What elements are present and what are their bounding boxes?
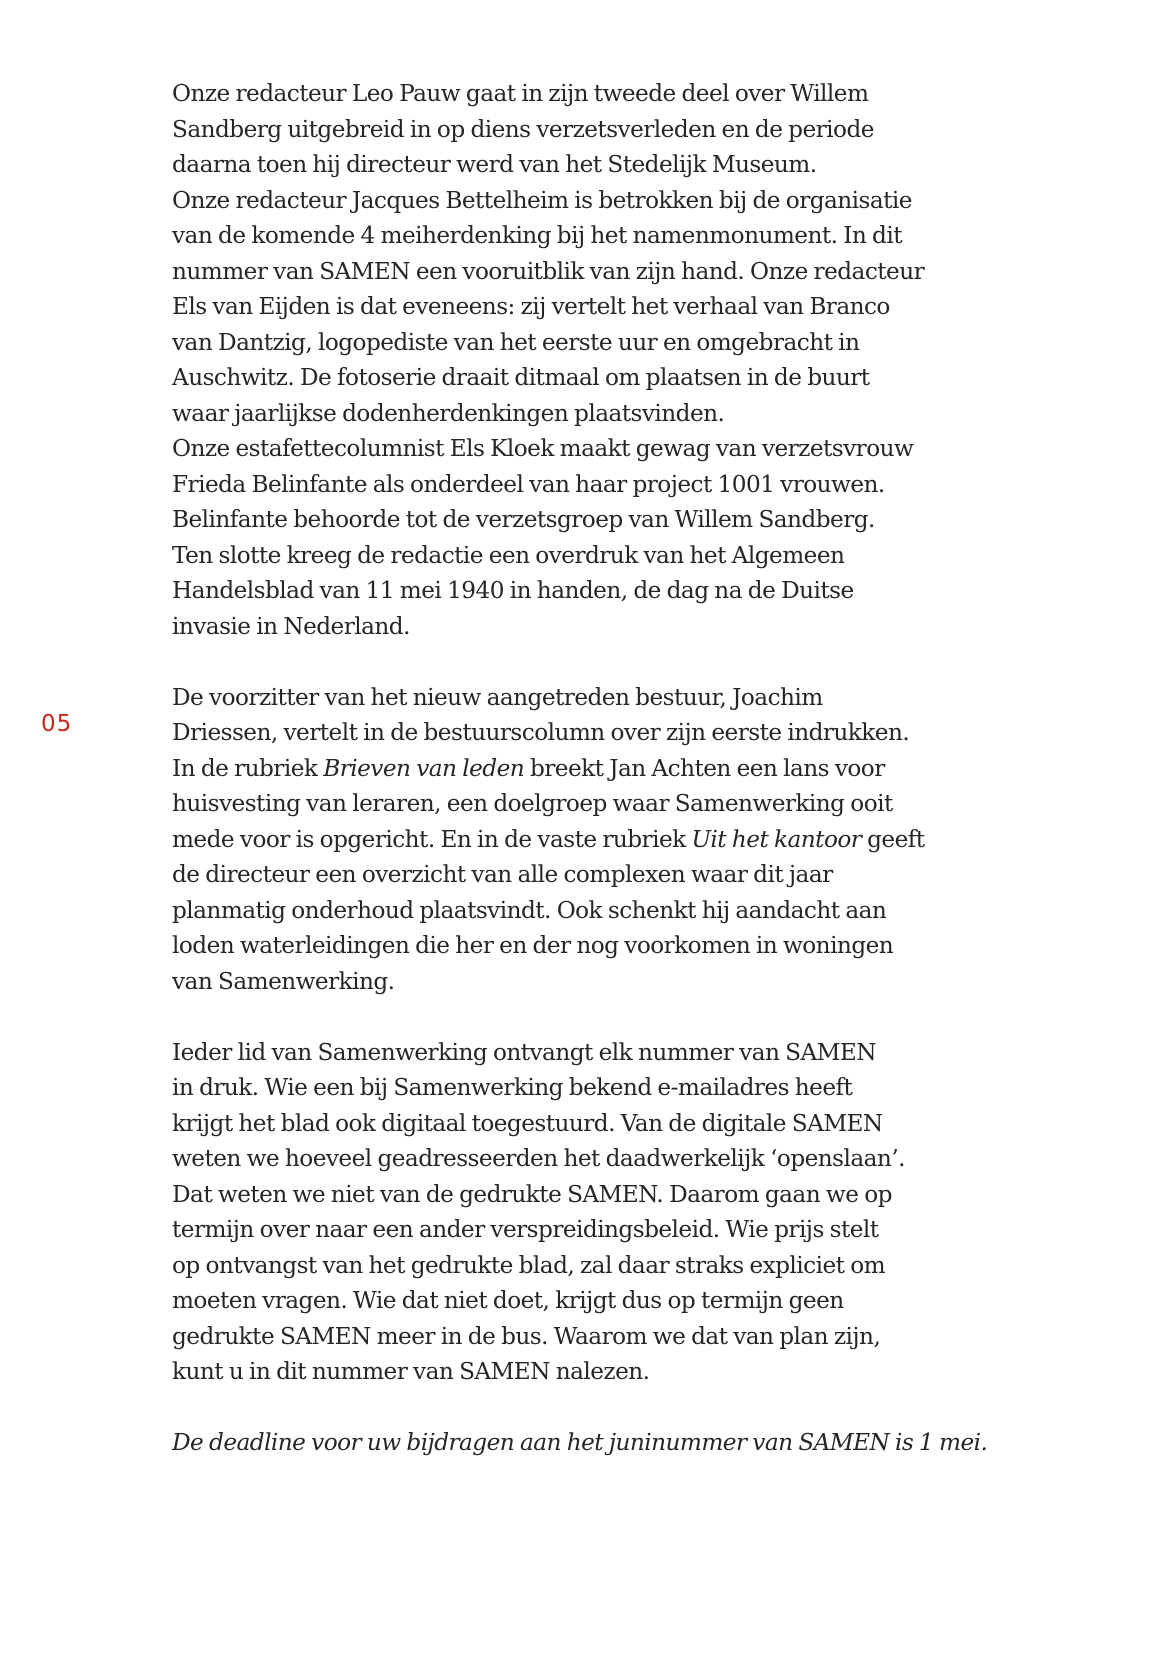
text-line: Handelsblad van 11 mei 1940 in handen, de dag na de Duitse [172,577,854,604]
text-line: Onze estafettecolumnist Els Kloek maakt gewag van verzetsvrouw [172,435,914,462]
text-line: invasie in Nederland. [172,612,410,640]
text-line: moeten vragen. Wie dat niet doet, krijgt dus op termijn geen [172,1287,844,1314]
text-line: Belinfante behoorde tot de verzetsgroep van Willem Sandberg. [172,506,875,533]
rubric-title-uit-het-kantoor: Uit het kantoor [691,825,862,853]
rubric-title-brieven-van-leden: Brieven van leden [323,754,525,782]
text-line: Driessen, vertelt in de bestuurscolumn over zijn eerste indrukken. [172,719,910,746]
text-line: Frieda Belinfante als onderdeel van haar project 1001 vrouwen. [172,470,885,498]
text-line: gedrukte SAMEN meer in de bus. Waarom we dat van plan zijn, [172,1322,881,1350]
text-line: Auschwitz. De fotoserie draait ditmaal om plaatsen in de buurt [172,364,870,391]
text-line: nummer van SAMEN een vooruitblik van zijn hand. Onze redacteur [172,257,925,285]
text-line: de directeur een overzicht van alle complexen waar dit jaar [172,861,833,888]
text-line: Onze redacteur Jacques Bettelheim is betrokken bij de organisatie [172,186,912,214]
paragraph-editorial-overview [172,76,1002,644]
paragraph-distribution-policy [172,1035,1002,1390]
deadline-note: De deadline voor uw bijdragen aan het juninummer van SAMEN is 1 mei. [172,1429,988,1456]
text-line: Dat weten we niet van de gedrukte SAMEN. Daarom gaan we op [172,1180,892,1208]
text-line: kunt u in dit nummer van SAMEN nalezen. [172,1358,650,1385]
paragraph-deadline-note [172,1425,1002,1461]
text-line: weten we hoeveel geadresseerden het daadwerkelijk ‘openslaan’. [172,1145,905,1172]
text-line: van Dantzig, logopediste van het eerste uur en omgebracht in [172,328,860,356]
text-line [172,822,1002,858]
article-body [172,76,1002,1496]
text-line: krijgt het blad ook digitaal toegestuurd. Van de digitale SAMEN [172,1109,883,1137]
text-line: Els van Eijden is dat eveneens: zij vertelt het verhaal van Branco [172,293,890,320]
text-line: van Samenwerking. [172,967,395,995]
text-line: waar jaarlijkse dodenherdenkingen plaatsvinden. [172,399,725,427]
page-number: 05 [41,711,73,737]
text-line: in druk. Wie een bij Samenwerking bekend e-mailadres heeft [172,1074,853,1101]
text-line: Ten slotte kreeg de redactie een overdruk van het Algemeen [172,541,845,569]
text-run: geeft [861,825,925,853]
text-line: Onze redacteur Leo Pauw gaat in zijn tweede deel over Willem [172,80,869,107]
text-line: huisvesting van leraren, een doelgroep waar Samenwerking ooit [172,790,893,817]
text-run: breekt Jan Achten een lans voor [524,754,885,782]
text-run: In de rubriek [172,754,324,782]
text-line: termijn over naar een ander verspreidingsbeleid. Wie prijs stelt [172,1216,879,1243]
text-line [172,751,1002,787]
text-line: loden waterleidingen die her en der nog voorkomen in woningen [172,932,894,959]
text-line: op ontvangst van het gedrukte blad, zal daar straks expliciet om [172,1251,886,1279]
text-line: van de komende 4 meiherdenking bij het namenmonument. In dit [172,222,902,249]
text-line: Sandberg uitgebreid in op diens verzetsverleden en de periode [172,115,874,143]
text-line: Ieder lid van Samenwerking ontvangt elk nummer van SAMEN [172,1038,876,1066]
text-run: mede voor is opgericht. En in de vaste rubriek [172,825,692,853]
text-line: daarna toen hij directeur werd van het Stedelijk Museum. [172,151,817,178]
text-line: De voorzitter van het nieuw aangetreden bestuur, Joachim [172,683,823,711]
text-line: planmatig onderhoud plaatsvindt. Ook schenkt hij aandacht aan [172,896,887,924]
paragraph-board-column [172,680,1002,1000]
